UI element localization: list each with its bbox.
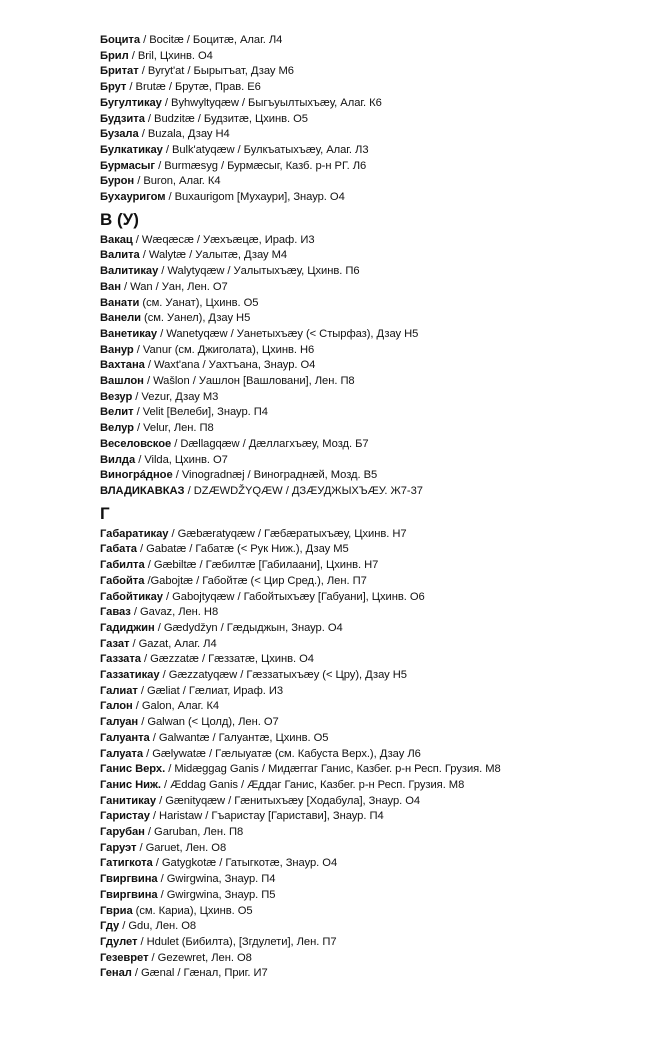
entry-headword: Гарубан <box>100 826 145 839</box>
entry-headword: Гаваз <box>100 606 131 619</box>
gazetteer-entry <box>100 590 620 606</box>
gazetteer-entry <box>100 904 620 920</box>
entry-headword: Булкатикау <box>100 143 163 156</box>
entry-headword: Ганис Верх. <box>100 763 166 776</box>
gazetteer-entry <box>100 390 620 406</box>
entry-headword: Габата <box>100 543 137 556</box>
gazetteer-entry <box>100 233 620 249</box>
gazetteer-entry <box>100 542 620 558</box>
entry-headword: Вакац <box>100 233 133 246</box>
gazetteer-entry <box>100 794 620 810</box>
entry-headword: Брил <box>100 49 129 62</box>
gazetteer-entry <box>100 405 620 421</box>
entry-details: / Galwantæ / Галуантæ, Цхинв. О5 <box>149 731 329 744</box>
gazetteer-entry <box>100 80 620 96</box>
entry-details: / Gædydžyn / Гæдыджын, Знаур. О4 <box>154 621 343 634</box>
entry-headword: Гду <box>100 920 120 933</box>
gazetteer-page <box>100 33 620 982</box>
entry-details: / Gæbiltæ / Гæбилтæ [Габилаани], Цхинв. Н7 <box>144 559 379 572</box>
entry-details: / Velit [Велеби], Знаур. П4 <box>133 406 268 419</box>
gazetteer-entry <box>100 49 620 65</box>
entry-details: / Garuet, Лен. О8 <box>136 841 227 854</box>
gazetteer-entry <box>100 605 620 621</box>
entry-headword: Будзита <box>100 112 145 125</box>
entry-details: / Gatygkotæ / Гатыгкотæ, Знаур. О4 <box>152 857 338 870</box>
gazetteer-entry <box>100 358 620 374</box>
entry-details: (см. Уанел), Дзау Н5 <box>140 312 251 325</box>
gazetteer-entry <box>100 248 620 264</box>
entry-details: / Brutæ / Брутæ, Прав. Е6 <box>126 81 261 94</box>
gazetteer-entry <box>100 637 620 653</box>
gazetteer-entry <box>100 143 620 159</box>
gazetteer-entry <box>100 935 620 951</box>
entry-headword: Ганис Ниж. <box>100 778 161 791</box>
gazetteer-entry <box>100 127 620 143</box>
entry-headword: Гвиргвина <box>100 873 158 886</box>
entry-details: / Dællagqæw / Дæллагхъæу, Мозд. Б7 <box>171 437 369 450</box>
section <box>100 206 620 500</box>
entry-headword: Гвиргвина <box>100 888 158 901</box>
entry-details: / Byryt'at / Бырытъат, Дзау М6 <box>138 65 294 78</box>
entry-headword: Валита <box>100 249 140 262</box>
gazetteer-entry <box>100 174 620 190</box>
entry-details: / Bulk'atyqæw / Булкъатыхъæу, Алаг. Л3 <box>162 143 369 156</box>
gazetteer-entry <box>100 621 620 637</box>
entry-headword: Габойта <box>100 574 145 587</box>
entry-details: / Gabojtyqæw / Габойтыхъæу [Габуани], Цхинв. О6 <box>162 590 425 603</box>
entry-details: (см. Кариа), Цхинв. О5 <box>132 904 253 917</box>
entry-details: / Burmæsyg / Бурмæсыг, Казб. р-н РГ. Л6 <box>155 159 367 172</box>
entry-headword: Габойтикау <box>100 590 163 603</box>
gazetteer-entry <box>100 112 620 128</box>
gazetteer-entry <box>100 809 620 825</box>
entry-details: / Bocitæ / Боцитæ, Алаг. Л4 <box>140 34 283 46</box>
entry-headword: Велит <box>100 406 134 419</box>
entry-details: / Vilda, Цхинв. О7 <box>135 453 228 466</box>
entry-details: / Midæggag Ganis / Мидæггаг Ганис, Казбег. р-н Респ. Грузия. М8 <box>165 763 501 776</box>
gazetteer-entry <box>100 856 620 872</box>
entry-headword: Галуанта <box>100 731 150 744</box>
entry-details: (см. Уанат), Цхинв. О5 <box>139 296 259 309</box>
entry-details: / Gwirgwina, Знаур. П4 <box>157 873 276 886</box>
gazetteer-entry <box>100 527 620 543</box>
gazetteer-entry <box>100 374 620 390</box>
entry-headword: Бурон <box>100 175 135 188</box>
entry-details: / Garuban, Лен. П8 <box>144 826 244 839</box>
gazetteer-entry <box>100 437 620 453</box>
entry-headword: Ганитикау <box>100 794 157 807</box>
entry-headword: Ванур <box>100 343 134 356</box>
entry-details: / Gælywatæ / Гæлыуатæ (см. Кабуста Верх.), Дзау Л6 <box>143 747 421 760</box>
entry-details: / Gwirgwina, Знаур. П5 <box>157 888 276 901</box>
entry-headword: Ван <box>100 280 121 293</box>
entry-details: / Wanetyqæw / Уанетыхъæу (< Стырфаз), Дзау Н5 <box>157 327 419 340</box>
entry-details: / Budzitæ / Будзитæ, Цхинв. О5 <box>144 112 308 125</box>
entry-headword: Веселовское <box>100 437 172 450</box>
entry-headword: Галиат <box>100 684 138 697</box>
entry-details: / Wan / Уан, Лен. О7 <box>120 280 228 293</box>
entry-details: / DZÆWDŽYQÆW / ДЗÆУДЖЫХЪÆУ. Ж7-37 <box>184 484 423 497</box>
entry-details: / Gavaz, Лен. Н8 <box>130 606 219 619</box>
entry-headword: Гезеврет <box>100 951 149 964</box>
entry-headword: Виногрáдное <box>100 469 173 482</box>
entry-details: / Galon, Алаг. К4 <box>132 700 220 713</box>
section-heading: Г <box>100 503 110 523</box>
entry-headword: Галуата <box>100 747 144 760</box>
entry-details: / Vinogradnæj / Винограднæй, Мозд. В5 <box>172 469 378 482</box>
gazetteer-entry <box>100 558 620 574</box>
entry-details: / Waxt'ana / Уахтъана, Знаур. О4 <box>144 359 316 372</box>
gazetteer-entry <box>100 652 620 668</box>
gazetteer-entry <box>100 715 620 731</box>
entry-headword: Вилда <box>100 453 136 466</box>
gazetteer-entry <box>100 762 620 778</box>
entry-headword: Ванати <box>100 296 140 309</box>
gazetteer-entry <box>100 684 620 700</box>
entry-details: / Galwan (< Цолд), Лен. О7 <box>138 716 279 729</box>
entry-headword: Галон <box>100 700 133 713</box>
gazetteer-entry <box>100 668 620 684</box>
entry-headword: Галуан <box>100 716 139 729</box>
entry-headword: Гадиджин <box>100 621 155 634</box>
gazetteer-entry <box>100 747 620 763</box>
entry-headword: Габаратикау <box>100 527 169 540</box>
entry-details: / Gezewret, Лен. О8 <box>148 951 252 964</box>
entry-details: / Gænityqæw / Гæнитыхъæу [Ходабула], Знаур. О4 <box>156 794 421 807</box>
entry-details: / Vezur, Дзау М3 <box>132 390 219 403</box>
entry-details: / Haristaw / Гъаристау [Гаристави], Знаур. П4 <box>149 810 384 823</box>
entry-headword: Бурмасыг <box>100 159 156 172</box>
entry-details: / Gabatæ / Габатæ (< Рук Ниж.), Дзау М5 <box>136 543 349 556</box>
gazetteer-entry <box>100 96 620 112</box>
entry-headword: ВЛАДИКАВКАЗ <box>100 484 185 497</box>
entry-details: / Buzala, Дзау Н4 <box>138 128 230 141</box>
entry-details: / Buron, Алаг. К4 <box>134 175 221 188</box>
entry-headword: Гатигкота <box>100 857 153 870</box>
gazetteer-entry <box>100 280 620 296</box>
gazetteer-entry <box>100 699 620 715</box>
entry-headword: Боцита <box>100 34 141 46</box>
gazetteer-entry <box>100 264 620 280</box>
entry-details: / Gæzzatyqæw / Гæззатыхъæу (< Цру), Дзау Н5 <box>159 669 407 682</box>
entry-headword: Бузала <box>100 128 139 141</box>
entry-headword: Газат <box>100 637 130 650</box>
entry-headword: Габилта <box>100 559 145 572</box>
gazetteer-entry <box>100 966 620 982</box>
entry-headword: Газзатикау <box>100 669 160 682</box>
entry-headword: Гвриа <box>100 904 133 917</box>
entry-headword: Бугултикау <box>100 96 162 109</box>
entry-details: / Byhwyltyqæw / Быгъуылтыхъæу, Алаг. К6 <box>161 96 382 109</box>
gazetteer-entry <box>100 574 620 590</box>
gazetteer-entry <box>100 825 620 841</box>
gazetteer-entry <box>100 64 620 80</box>
gazetteer-entry <box>100 296 620 312</box>
entry-headword: Бухауригом <box>100 191 166 204</box>
gazetteer-entry <box>100 841 620 857</box>
entry-details: / Gazat, Алаг. Л4 <box>129 637 217 650</box>
entry-details: / Hdulet (Бибилта), [Згдулети], Лен. П7 <box>137 935 337 948</box>
gazetteer-entry <box>100 888 620 904</box>
entry-headword: Вашлон <box>100 375 144 388</box>
gazetteer-entry <box>100 343 620 359</box>
gazetteer-entry <box>100 421 620 437</box>
gazetteer-entry <box>100 951 620 967</box>
entry-headword: Бритат <box>100 65 139 78</box>
gazetteer-entry <box>100 190 620 206</box>
entry-headword: Ванетикау <box>100 327 158 340</box>
gazetteer-entry <box>100 468 620 484</box>
entry-headword: Велур <box>100 422 134 435</box>
entry-details: / Gænal / Гæнал, Приг. И7 <box>131 967 268 980</box>
entry-details: / Gæliat / Гæлиат, Ираф. И3 <box>137 684 284 697</box>
entry-headword: Гдулет <box>100 935 138 948</box>
entry-headword: Брут <box>100 81 127 94</box>
gazetteer-entry <box>100 919 620 935</box>
entry-headword: Гаруэт <box>100 841 137 854</box>
entry-details: / Bril, Цхинв. О4 <box>128 49 213 62</box>
entry-details: / Gæbæratyqæw / Гæбæратыхъæу, Цхинв. Н7 <box>168 527 407 540</box>
entry-details: / Buxaurigom [Мухаури], Знаур. О4 <box>165 191 345 204</box>
gazetteer-entry <box>100 872 620 888</box>
entry-headword: Газзата <box>100 653 141 666</box>
entry-headword: Вахтана <box>100 359 145 372</box>
entry-headword: Гаристау <box>100 810 150 823</box>
gazetteer-entry <box>100 453 620 469</box>
entry-details: /Gabojtæ / Габойтæ (< Цир Сред.), Лен. П7 <box>144 574 367 587</box>
gazetteer-entry <box>100 159 620 175</box>
gazetteer-entry <box>100 484 620 500</box>
entry-details: / Vanur (см. Джиголата), Цхинв. Н6 <box>133 343 315 356</box>
entry-details: / Wašlon / Уашлон [Вашловани], Лен. П8 <box>143 375 355 388</box>
entry-details: / Velur, Лен. П8 <box>133 422 214 435</box>
entry-headword: Ванели <box>100 312 141 325</box>
section <box>100 500 620 982</box>
entry-details: / Gæzzatæ / Гæззатæ, Цхинв. О4 <box>140 653 314 666</box>
gazetteer-entry <box>100 327 620 343</box>
section-heading: В (У) <box>100 209 139 229</box>
entry-headword: Валитикау <box>100 265 159 278</box>
entry-details: / Gdu, Лен. О8 <box>119 920 197 933</box>
entry-details: / Wæqæcæ / Уæхъæцæ, Ираф. И3 <box>132 233 315 246</box>
gazetteer-entry <box>100 778 620 794</box>
entry-details: / Æddag Ganis / Æддаг Ганис, Казбег. р-н Респ. Грузия. М8 <box>160 778 465 791</box>
entry-details: / Walytyqæw / Уалытыхъæу, Цхинв. П6 <box>158 265 360 278</box>
section <box>100 33 620 206</box>
gazetteer-entry <box>100 731 620 747</box>
entry-details: / Walytæ / Уалытæ, Дзау М4 <box>139 249 288 262</box>
gazetteer-entry <box>100 311 620 327</box>
entry-headword: Генал <box>100 967 132 980</box>
gazetteer-entry <box>100 33 620 49</box>
entry-headword: Везур <box>100 390 133 403</box>
